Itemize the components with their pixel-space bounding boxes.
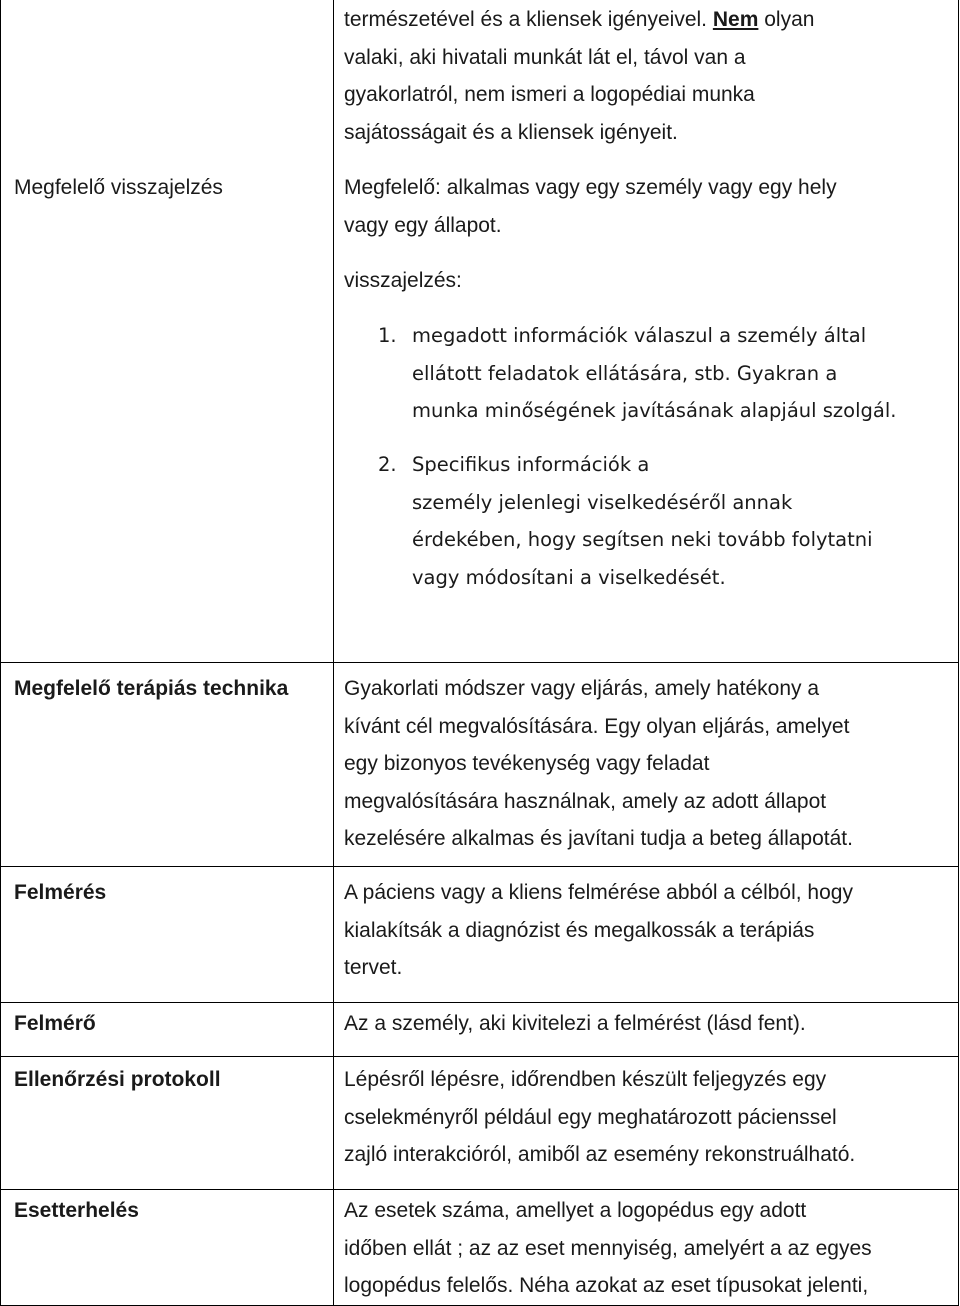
definition-line: zajló interakcióról, amiből az esemény rekonstruálható. [344, 1143, 856, 1166]
list-item-number: 2. [378, 453, 397, 476]
column-divider [333, 0, 334, 1306]
definition-line: Gyakorlati módszer vagy eljárás, amely hatékony a [344, 677, 820, 700]
definition-sublabel: visszajelzés: [344, 269, 462, 292]
definition-line: A páciens vagy a kliens felmérése abból a célból, hogy [344, 881, 853, 904]
term-megfelelo-terapias-technika: Megfelelő terápiás technika [14, 677, 289, 700]
row-divider [0, 1189, 959, 1190]
list-item [412, 317, 952, 430]
definition-megfelelo-visszajelzes [344, 169, 944, 244]
definition-line: logopédus felelős. Néha azokat az eset típusokat jelenti, [344, 1274, 869, 1297]
definition-line: Az a személy, aki kivitelezi a felmérést (lásd fent). [344, 1012, 806, 1035]
definition-line: tervet. [344, 956, 403, 979]
definition-line: Megfelelő: alkalmas vagy egy személy vagy egy hely [344, 176, 837, 199]
term-felmero: Felmérő [14, 1012, 96, 1035]
definition-line: sajátosságait és a kliensek igényeit. [344, 120, 678, 144]
term-megfelelo-visszajelzes: Megfelelő visszajelzés [14, 176, 223, 199]
definition-line: Lépésről lépésre, időrendben készült feljegyzés egy [344, 1068, 827, 1091]
definition-esetterheles [344, 1192, 944, 1305]
definition-line: Az esetek száma, amellyet a logopédus egy adott [344, 1199, 807, 1222]
row-divider [0, 662, 959, 663]
list-item-line: ellátott feladatok ellátására, stb. Gyakran a [412, 361, 838, 385]
definition-line: időben ellát ; az az eset mennyiség, amelyért a az egyes [344, 1236, 872, 1260]
definition-line: olyan [764, 8, 815, 31]
definition-line: kívánt cél megvalósítására. Egy olyan eljárás, amelyet [344, 714, 850, 738]
definition-line: természetével és a kliensek igényeivel. [344, 8, 708, 31]
row-divider [0, 1002, 959, 1003]
table-left-border [0, 0, 1, 1306]
table-right-border [958, 0, 959, 1306]
term-felmeres: Felmérés [14, 881, 107, 904]
continued-definition [344, 1, 944, 151]
list-item-line: megadott információk válaszul a személy által [412, 324, 867, 347]
list-item-line: érdekében, hogy segítsen neki tovább folytatni [412, 528, 873, 551]
definition-line: kialakítsák a diagnózist és megalkossák a terápiás [344, 918, 815, 942]
definition-line: megvalósítására használnak, amely az adott állapot [344, 789, 827, 813]
definition-line: vagy egy állapot. [344, 213, 502, 237]
row-divider [0, 1056, 959, 1057]
definition-line: egy bizonyos tevékenység vagy feladat [344, 752, 710, 775]
definition-felmero [344, 1005, 944, 1043]
definition-line: cselekményről például egy meghatározott pácienssel [344, 1105, 837, 1129]
definition-line: gyakorlatról, nem ismeri a logopédiai munka [344, 83, 755, 106]
list-item-line: munka minőségének javításának alapjául szolgál. [412, 399, 897, 422]
term-ellenorzesi-protokoll: Ellenőrzési protokoll [14, 1068, 221, 1091]
definition-megfelelo-terapias-technika [344, 670, 944, 858]
term-esetterheles: Esetterhelés [14, 1199, 139, 1222]
list-item-line: személy jelenlegi viselkedéséről annak [412, 490, 793, 514]
definition-line: kezelésére alkalmas és javítani tudja a beteg állapotát. [344, 827, 853, 850]
list-item-line: Specifikus információk a [412, 453, 650, 476]
list-item-number: 1. [378, 324, 397, 347]
row-divider [0, 866, 959, 867]
list-item-line: vagy módosítani a viselkedését. [412, 565, 726, 589]
definition-line: valaki, aki hivatali munkát lát el, távol van a [344, 45, 746, 69]
definition-felmeres [344, 874, 944, 987]
definition-ellenorzesi-protokoll [344, 1061, 944, 1174]
list-item [412, 446, 952, 596]
emphasis-word: Nem [712, 8, 759, 31]
